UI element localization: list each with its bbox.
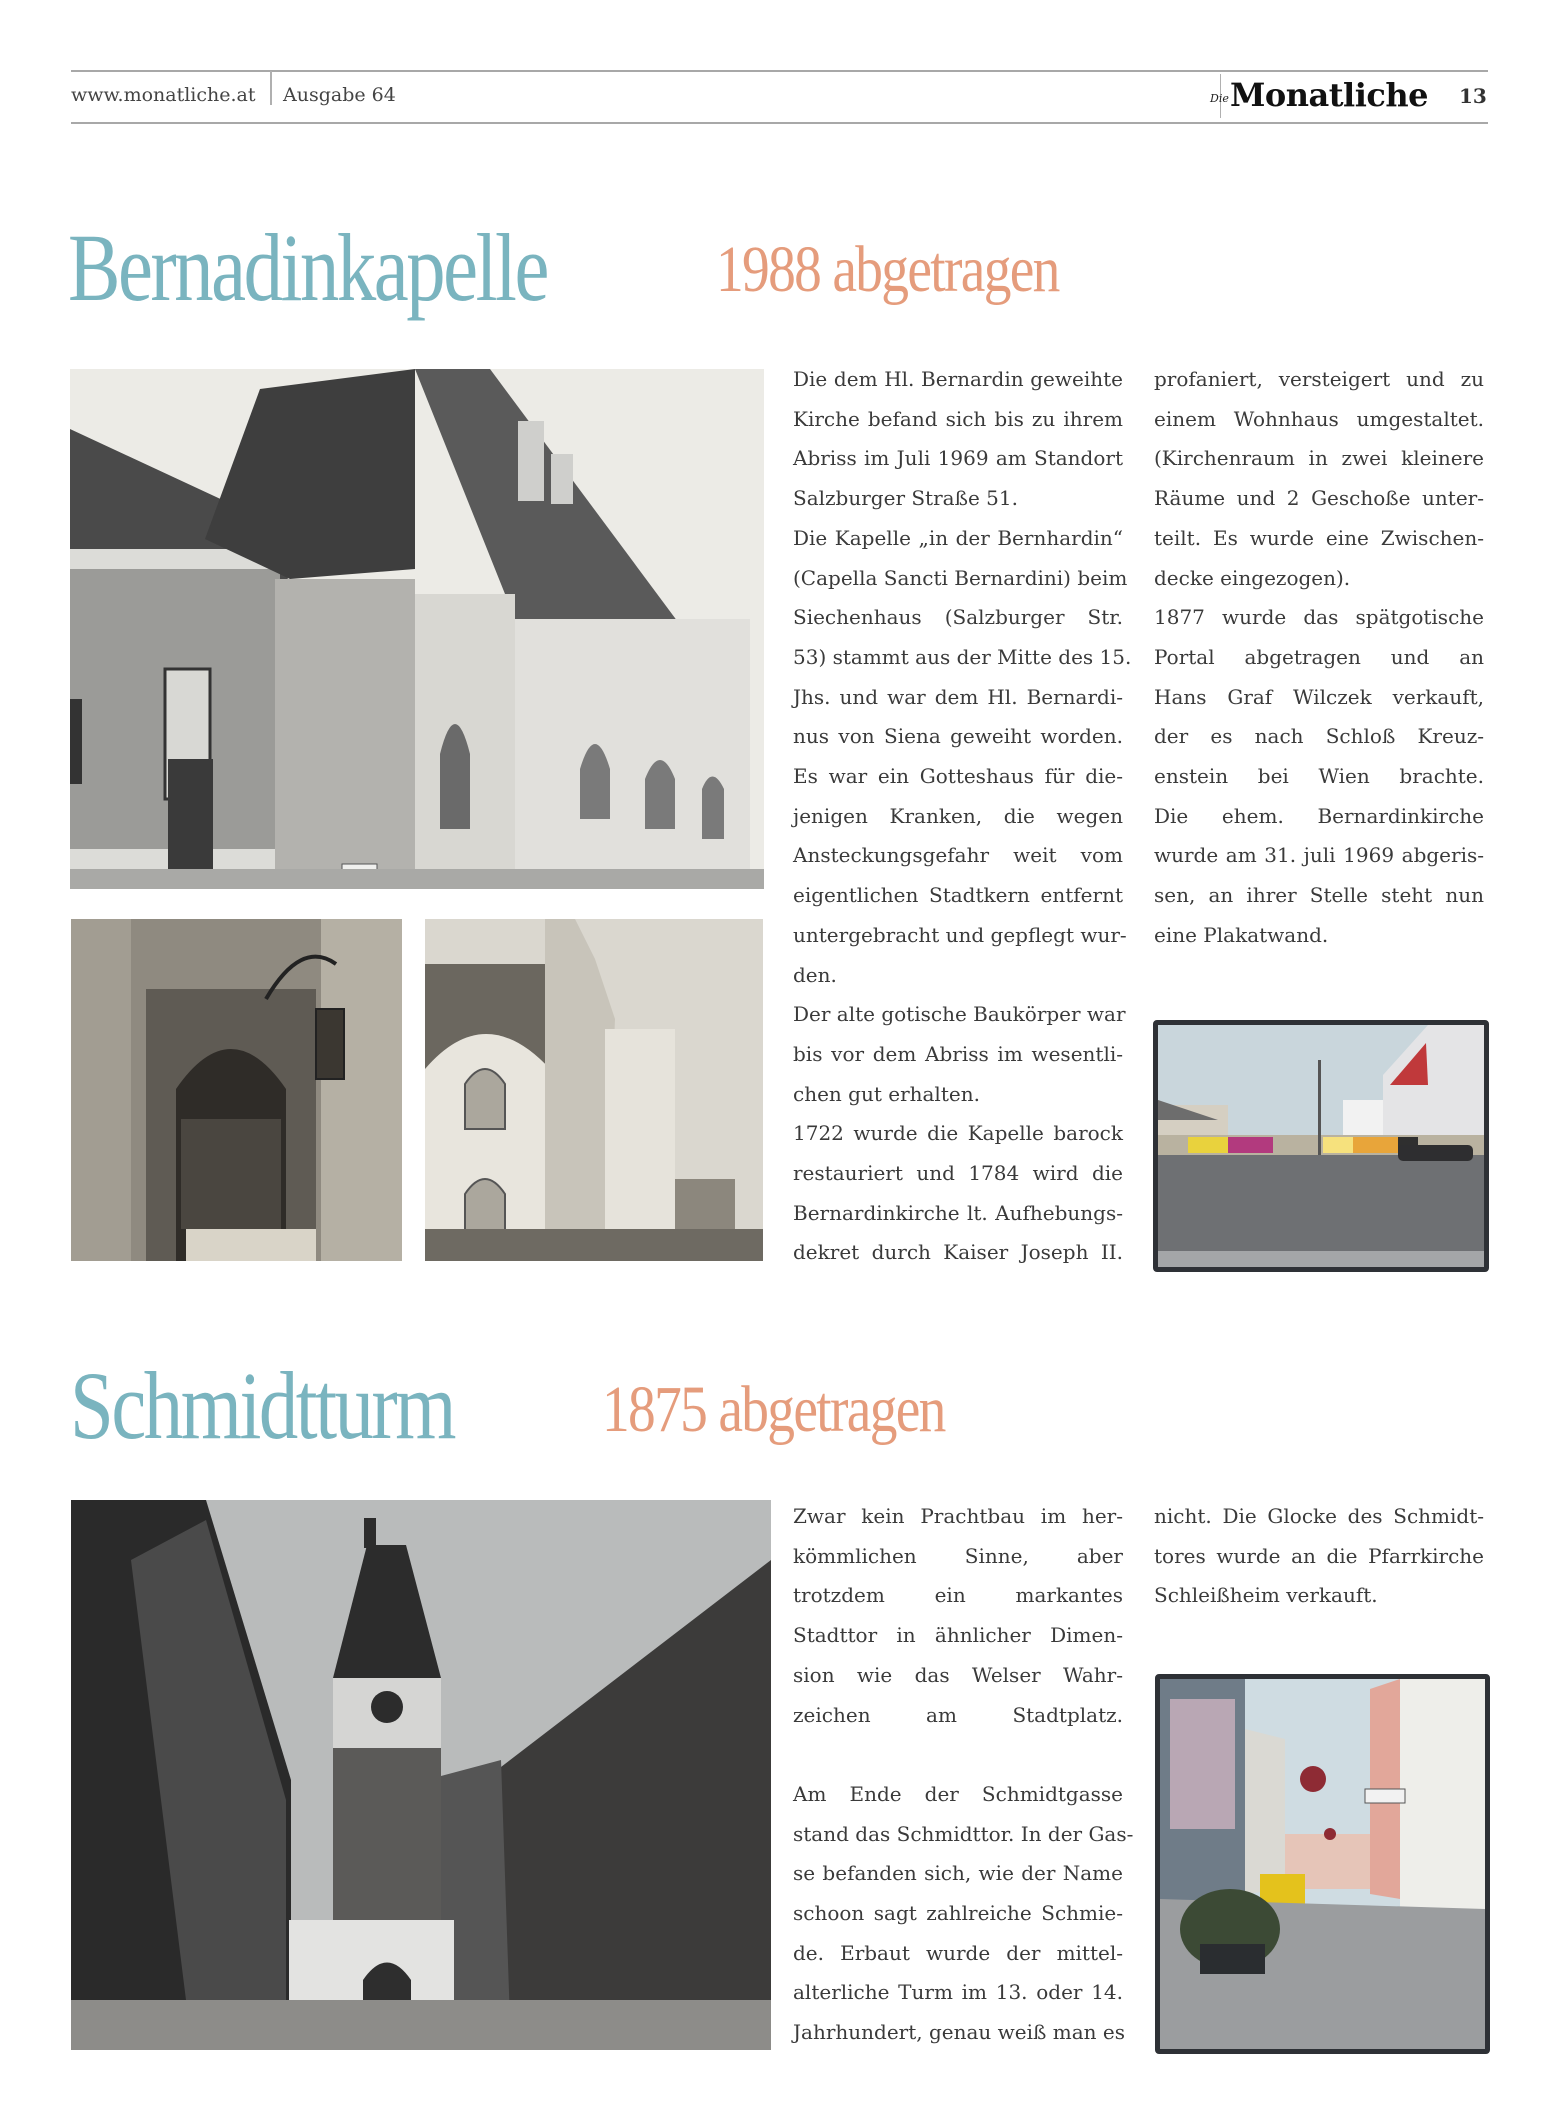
church-building-illustration bbox=[70, 369, 764, 889]
title-sub: 1875 abgetragen bbox=[602, 1373, 945, 1446]
issue-label: Ausgabe 64 bbox=[283, 84, 396, 106]
photo-demolition bbox=[425, 919, 763, 1261]
text-line: der es nach Schloß Kreuz- bbox=[1154, 724, 1484, 749]
text-line: Am Ende der Schmidtgasse bbox=[793, 1781, 1123, 1806]
logo-name: Monatliche bbox=[1230, 76, 1428, 114]
header-top-rule bbox=[71, 70, 1488, 72]
text-line: Kirche befand sich bis zu ihrem bbox=[793, 406, 1123, 431]
text-line: (Kirchenraum in zwei kleinere bbox=[1154, 446, 1484, 471]
text-line: restauriert und 1784 wird die bbox=[793, 1161, 1123, 1186]
text-line: Portal abgetragen und an bbox=[1154, 644, 1484, 669]
page-number: 13 bbox=[1459, 84, 1487, 108]
text-line: Räume und 2 Geschoße unter- bbox=[1154, 486, 1484, 511]
text-line: wurde am 31. juli 1969 abgeris- bbox=[1154, 843, 1484, 868]
text-line: eine Plakatwand. bbox=[1154, 922, 1329, 947]
tower-street-illustration bbox=[71, 1500, 771, 2050]
text-line: zeichen am Stadtplatz. bbox=[793, 1702, 1123, 1727]
text-line: Jahrhundert, genau weiß man es bbox=[793, 2020, 1125, 2045]
text-line: 53) stammt aus der Mitte des 15. bbox=[793, 644, 1132, 669]
text-line: enstein bei Wien brachte. bbox=[1154, 764, 1484, 789]
photo-schmidtgasse-today bbox=[1155, 1674, 1490, 2054]
text-line: profaniert, versteigert und zu bbox=[1154, 367, 1484, 391]
logo-prefix: Die bbox=[1210, 92, 1229, 105]
text-line: Stadttor in ähnlicher Dimen- bbox=[793, 1623, 1123, 1648]
text-line: Salzburger Straße 51. bbox=[793, 486, 1018, 511]
title-sub: 1988 abgetragen bbox=[716, 233, 1059, 306]
text-line: Siechenhaus (Salzburger Str. bbox=[793, 605, 1123, 630]
text-line: 1722 wurde die Kapelle barock bbox=[793, 1121, 1123, 1146]
text-line bbox=[793, 1735, 1123, 1775]
header-bottom-rule bbox=[71, 122, 1488, 124]
title-main: Schmidtturm bbox=[70, 1352, 455, 1459]
text-line: chen gut erhalten. bbox=[793, 1081, 980, 1106]
text-line: Die Kapelle „in der Bernhardin“ bbox=[793, 525, 1123, 550]
text-line: trotzdem ein markantes bbox=[793, 1583, 1123, 1608]
text-line: se befanden sich, wie der Name bbox=[793, 1861, 1123, 1886]
photo-bernadinkapelle-historic bbox=[70, 369, 764, 889]
text-line: nicht. Die Glocke des Schmidt- bbox=[1154, 1504, 1484, 1528]
text-line: untergebracht und gepflegt wur- bbox=[793, 922, 1127, 947]
demolition-illustration bbox=[425, 919, 763, 1261]
text-line: Ansteckungsgefahr weit vom bbox=[793, 843, 1123, 868]
text-line: Zwar kein Prachtbau im her- bbox=[793, 1504, 1123, 1528]
section-title-bernadinkapelle bbox=[68, 212, 652, 323]
text-line: stand das Schmidttor. In der Gas- bbox=[793, 1821, 1134, 1846]
text-line: sion wie das Welser Wahr- bbox=[793, 1662, 1123, 1687]
article-column-1 bbox=[793, 360, 1132, 1273]
section-subtitle-1988 bbox=[716, 232, 1124, 308]
article-column-3 bbox=[793, 1497, 1134, 2053]
text-line: Jhs. und war dem Hl. Bernardi- bbox=[793, 684, 1123, 709]
text-line: kömmlichen Sinne, aber bbox=[793, 1543, 1123, 1568]
text-line: Der alte gotische Baukörper war bbox=[793, 1002, 1126, 1027]
text-line: Die dem Hl. Bernardin geweihte bbox=[793, 367, 1123, 391]
photo-plakatwand-today bbox=[1153, 1020, 1489, 1272]
section-subtitle-1875 bbox=[602, 1372, 1010, 1448]
text-line: Hans Graf Wilczek verkauft, bbox=[1154, 684, 1484, 709]
article-column-4 bbox=[1154, 1497, 1484, 1616]
text-line: einem Wohnhaus umgestaltet. bbox=[1154, 406, 1484, 431]
section-title-schmidtturm bbox=[70, 1350, 538, 1461]
text-line: Bernardinkirche lt. Aufhebungs- bbox=[793, 1200, 1123, 1225]
text-line: nus von Siena geweiht worden. bbox=[793, 724, 1123, 749]
text-line: Die ehem. Bernardinkirche bbox=[1154, 803, 1484, 828]
billboard-street-illustration bbox=[1158, 1025, 1484, 1267]
photo-schmidtturm-historic bbox=[71, 1500, 771, 2050]
text-line: jenigen Kranken, die wegen bbox=[793, 803, 1123, 828]
text-line: (Capella Sancti Bernardini) beim bbox=[793, 565, 1128, 590]
text-line: decke eingezogen). bbox=[1154, 565, 1351, 590]
photo-gothic-portal bbox=[71, 919, 402, 1261]
text-line: bis vor dem Abriss im wesentli- bbox=[793, 1041, 1123, 1066]
text-line: eigentlichen Stadtkern entfernt bbox=[793, 883, 1123, 908]
text-line: Schleißheim verkauft. bbox=[1154, 1583, 1378, 1608]
text-line: teilt. Es wurde eine Zwischen- bbox=[1154, 525, 1484, 550]
text-line: alterliche Turm im 13. oder 14. bbox=[793, 1980, 1123, 2005]
title-main: Bernadinkapelle bbox=[68, 214, 547, 321]
pedestrian-street-illustration bbox=[1160, 1679, 1485, 2049]
text-line: Abriss im Juli 1969 am Standort bbox=[793, 446, 1123, 471]
portal-illustration bbox=[71, 919, 402, 1261]
text-line: den. bbox=[793, 962, 837, 987]
website-url[interactable]: www.monatliche.at bbox=[71, 84, 256, 106]
text-line: schoon sagt zahlreiche Schmie- bbox=[793, 1901, 1123, 1926]
text-line: tores wurde an die Pfarrkirche bbox=[1154, 1543, 1484, 1568]
article-column-2 bbox=[1154, 360, 1484, 956]
header-separator bbox=[270, 71, 272, 105]
text-line: Es war ein Gotteshaus für die- bbox=[793, 764, 1123, 789]
text-line: dekret durch Kaiser Joseph II. bbox=[793, 1240, 1123, 1265]
text-line: de. Erbaut wurde der mittel- bbox=[793, 1940, 1123, 1965]
text-line: sen, an ihrer Stelle steht nun bbox=[1154, 883, 1484, 908]
text-line: 1877 wurde das spätgotische bbox=[1154, 605, 1484, 630]
